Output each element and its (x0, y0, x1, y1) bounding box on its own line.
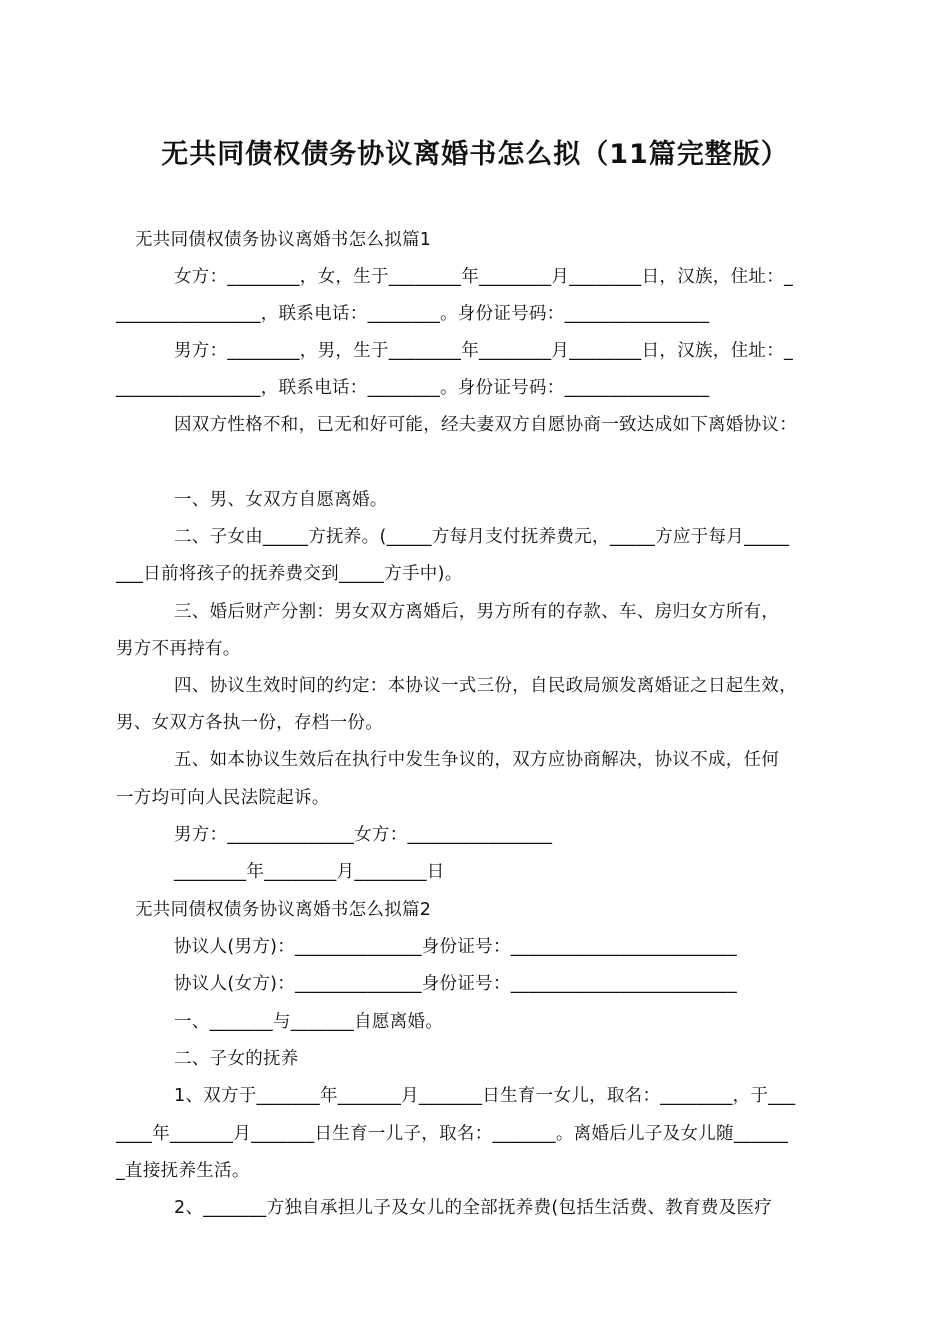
paragraph-line: 协议人(男方)：______________身份证号：_________________________ (174, 937, 738, 957)
paragraph-line: ____年_______月_______日生育一儿子，取名：_______。离婚后儿子及女儿随______ (116, 1124, 789, 1144)
paragraph-line: 1、双方于_______年_______月_______日生育一女儿，取名：________，于___ (174, 1086, 796, 1106)
section-heading: 无共同债权债务协议离婚书怎么拟篇1 (135, 230, 432, 250)
paragraph-line: 因双方性格不和，已无和好可能，经夫妻双方自愿协商一致达成如下离婚协议： (174, 415, 797, 435)
paragraph-line: 女方：________，女，生于________年________月________日，汉族，住址：_ (174, 267, 794, 287)
paragraph-line: 一、男、女双方自愿离婚。 (174, 490, 388, 510)
paragraph-line: 三、婚后财产分割：男女双方离婚后，男方所有的存款、车、房归女方所有， (174, 602, 780, 622)
section-heading: 无共同债权债务协议离婚书怎么拟篇2 (135, 900, 432, 920)
paragraph-line: 2、_______方独自承担儿子及女儿的全部抚养费(包括生活费、教育费及医疗 (174, 1198, 773, 1218)
paragraph-line: 二、子女由_____方抚养。(_____方每月支付抚养费元，_____方应于每月_____ (174, 527, 790, 547)
paragraph-line: ________________，联系电话：________。身份证号码：________________ (116, 378, 710, 398)
date-line: ________年________月________日 (174, 862, 445, 882)
paragraph-line: 协议人(女方)：______________身份证号：_________________________ (174, 974, 738, 994)
paragraph-line: 男方不再持有。 (116, 639, 241, 659)
paragraph-line: 五、如本协议生效后在执行中发生争议的，双方应协商解决，协议不成，任何 (174, 750, 780, 770)
paragraph-line: 四、协议生效时间的约定：本协议一式三份，自民政局颁发离婚证之日起生效， (174, 676, 797, 696)
paragraph-line: 二、子女的抚养 (174, 1049, 299, 1069)
paragraph-line: 男、女双方各执一份，存档一份。 (116, 713, 383, 733)
document-title: 无共同债权债务协议离婚书怎么拟（11篇完整版） (161, 139, 789, 170)
signature-line: 男方：______________女方：________________ (174, 825, 553, 845)
paragraph-line: ________________，联系电话：________。身份证号码：________________ (116, 304, 710, 324)
paragraph-line: 一方均可向人民法院起诉。 (116, 788, 330, 808)
paragraph-line: ___日前将孩子的抚养费交到_____方手中)。 (116, 564, 463, 584)
paragraph-line: 一、_______与_______自愿离婚。 (174, 1012, 444, 1032)
paragraph-line: _直接抚养生活。 (116, 1161, 250, 1181)
paragraph-line: 男方：________，男，生于________年________月________日，汉族，住址：_ (174, 341, 794, 361)
